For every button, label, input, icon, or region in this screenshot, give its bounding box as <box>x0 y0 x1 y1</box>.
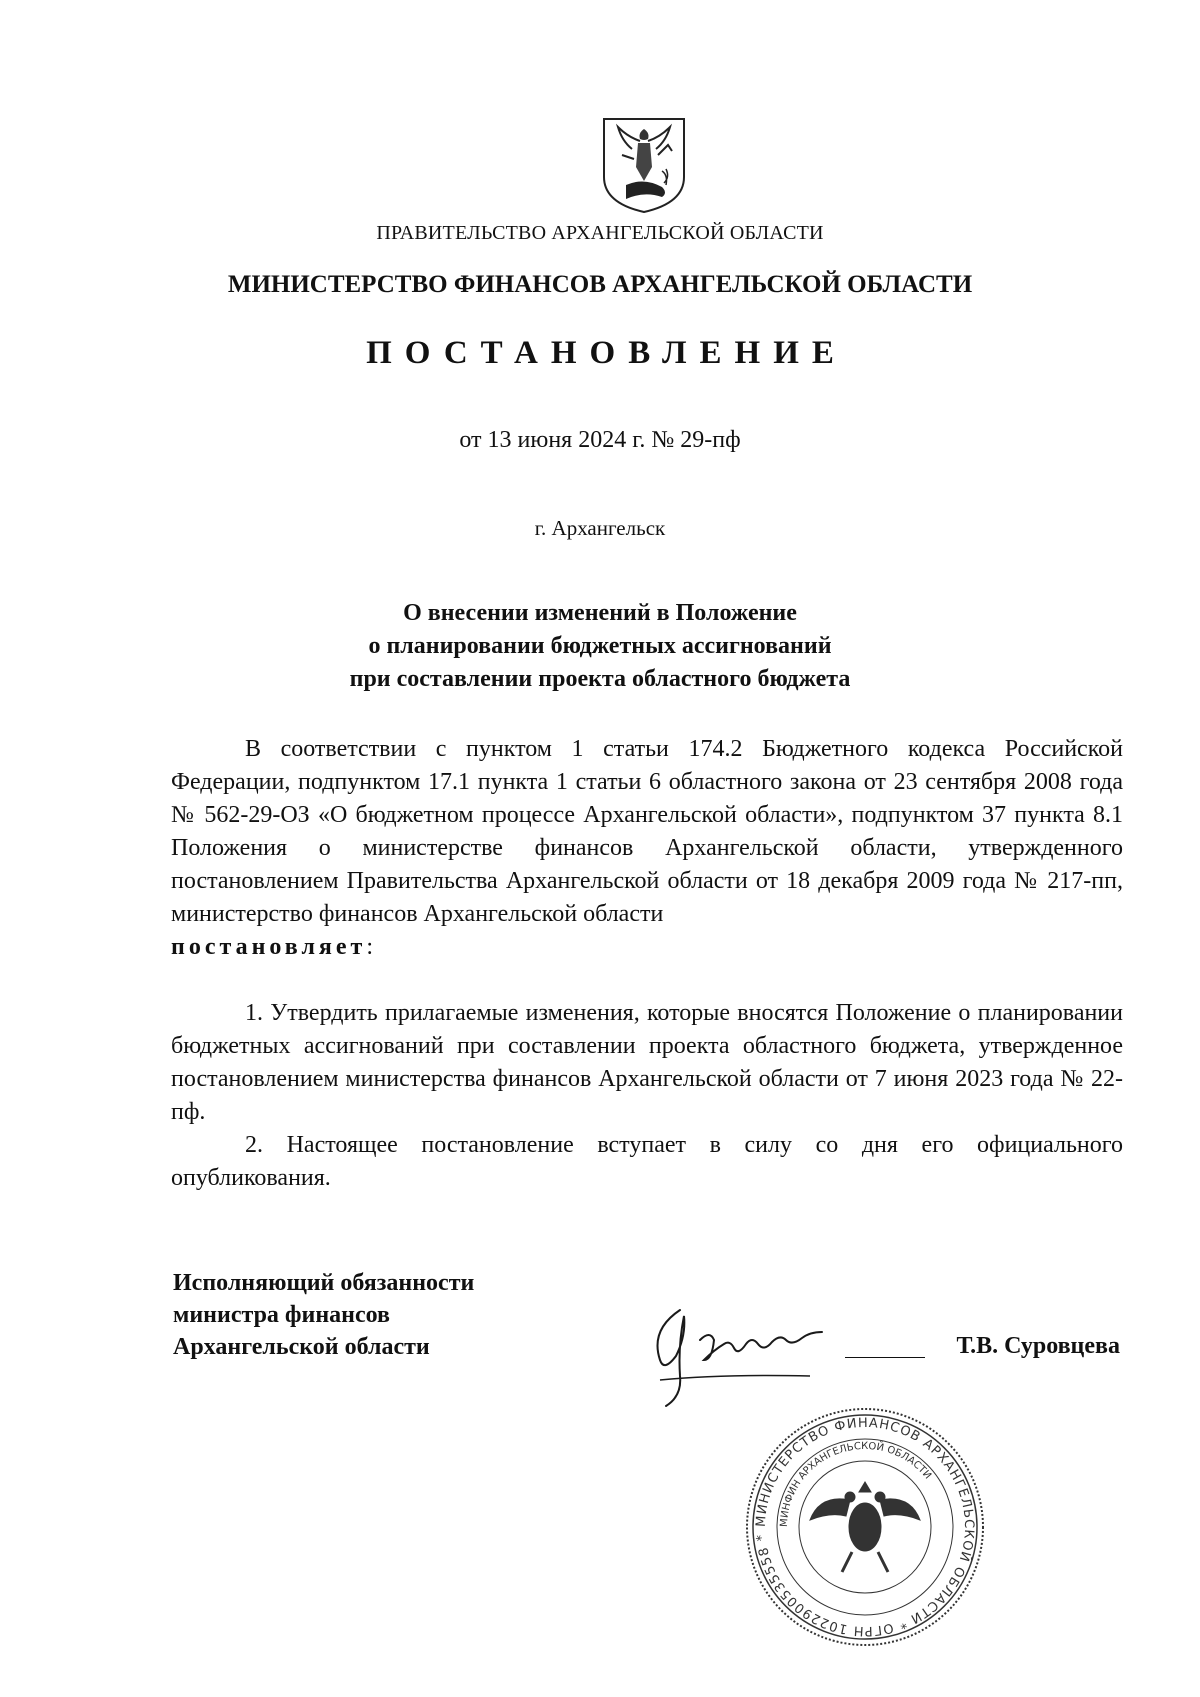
stamp-inner-text: МИНФИН АРХАНГЕЛЬСКОЙ ОБЛАСТИ <box>778 1440 934 1528</box>
signature-underline <box>845 1357 925 1358</box>
document-title <box>0 597 1200 696</box>
position-line: Исполняющий обязанности <box>173 1270 475 1296</box>
position-line: министра финансов <box>173 1302 391 1328</box>
position-line: Архангельской области <box>173 1334 430 1360</box>
document-type: ПОСТАНОВЛЕНИЕ <box>366 335 847 371</box>
ministry-heading: МИНИСТЕРСТВО ФИНАНСОВ АРХАНГЕЛЬСКОЙ ОБЛАСТИ <box>227 271 973 298</box>
item-1-text: 1. Утвердить прилагаемые изменения, которые вносятся Положение о планировании бюджетных ассигнований при составлении проекта областного бюджета, утвержденное постановлением министерства финансов Архангельской области от 7 июня 2023 года № 22-пф. <box>171 1000 1123 1125</box>
title-line: о планировании бюджетных ассигнований <box>368 633 832 659</box>
government-heading: ПРАВИТЕЛЬСТВО АРХАНГЕЛЬСКОЙ ОБЛАСТИ <box>376 222 824 244</box>
preamble-paragraph <box>171 733 1123 964</box>
ministry-seal-stamp-icon <box>740 1402 990 1652</box>
item-2-text: 2. Настоящее постановление вступает в силу со дня его официального опубликования. <box>171 1132 1123 1191</box>
stamp-outer-text: МИНИСТЕРСТВО ФИНАНСОВ АРХАНГЕЛЬСКОЙ ОБЛАСТИ * ОГРН 1022900535558 * <box>753 1415 977 1639</box>
date-and-number: от 13 июня 2024 г. № 29-пф <box>459 427 741 453</box>
city: г. Архангельск <box>534 516 666 540</box>
resolves-word: постановляет <box>171 934 367 960</box>
signatory-position <box>173 1267 474 1363</box>
arkhangelsk-coat-of-arms-icon <box>600 115 688 215</box>
handwritten-signature-icon <box>640 1300 870 1410</box>
signatory-name: Т.В. Суровцева <box>956 1333 1120 1359</box>
item-2-paragraph <box>171 1129 1123 1195</box>
title-line: при составлении проекта областного бюджета <box>349 666 851 692</box>
title-line: О внесении изменений в Положение <box>403 600 797 626</box>
colon: : <box>366 934 373 960</box>
preamble-text: В соответствии с пунктом 1 статьи 174.2 Бюджетного кодекса Российской Федерации, подпунктом 17.1 пункта 1 статьи 6 областного закона от 23 сентября 2008 года № 562-29-ОЗ «О бюджетном процессе Архангельской области», подпунктом 37 пункта 8.1 Положения о министерстве финансов Архангельской области, утвержденного постановлением Правительства Архангельской области от 18 декабря 2009 года № 217-пп, министерство финансов Архангельской области <box>171 736 1123 927</box>
item-1-paragraph <box>171 997 1123 1129</box>
